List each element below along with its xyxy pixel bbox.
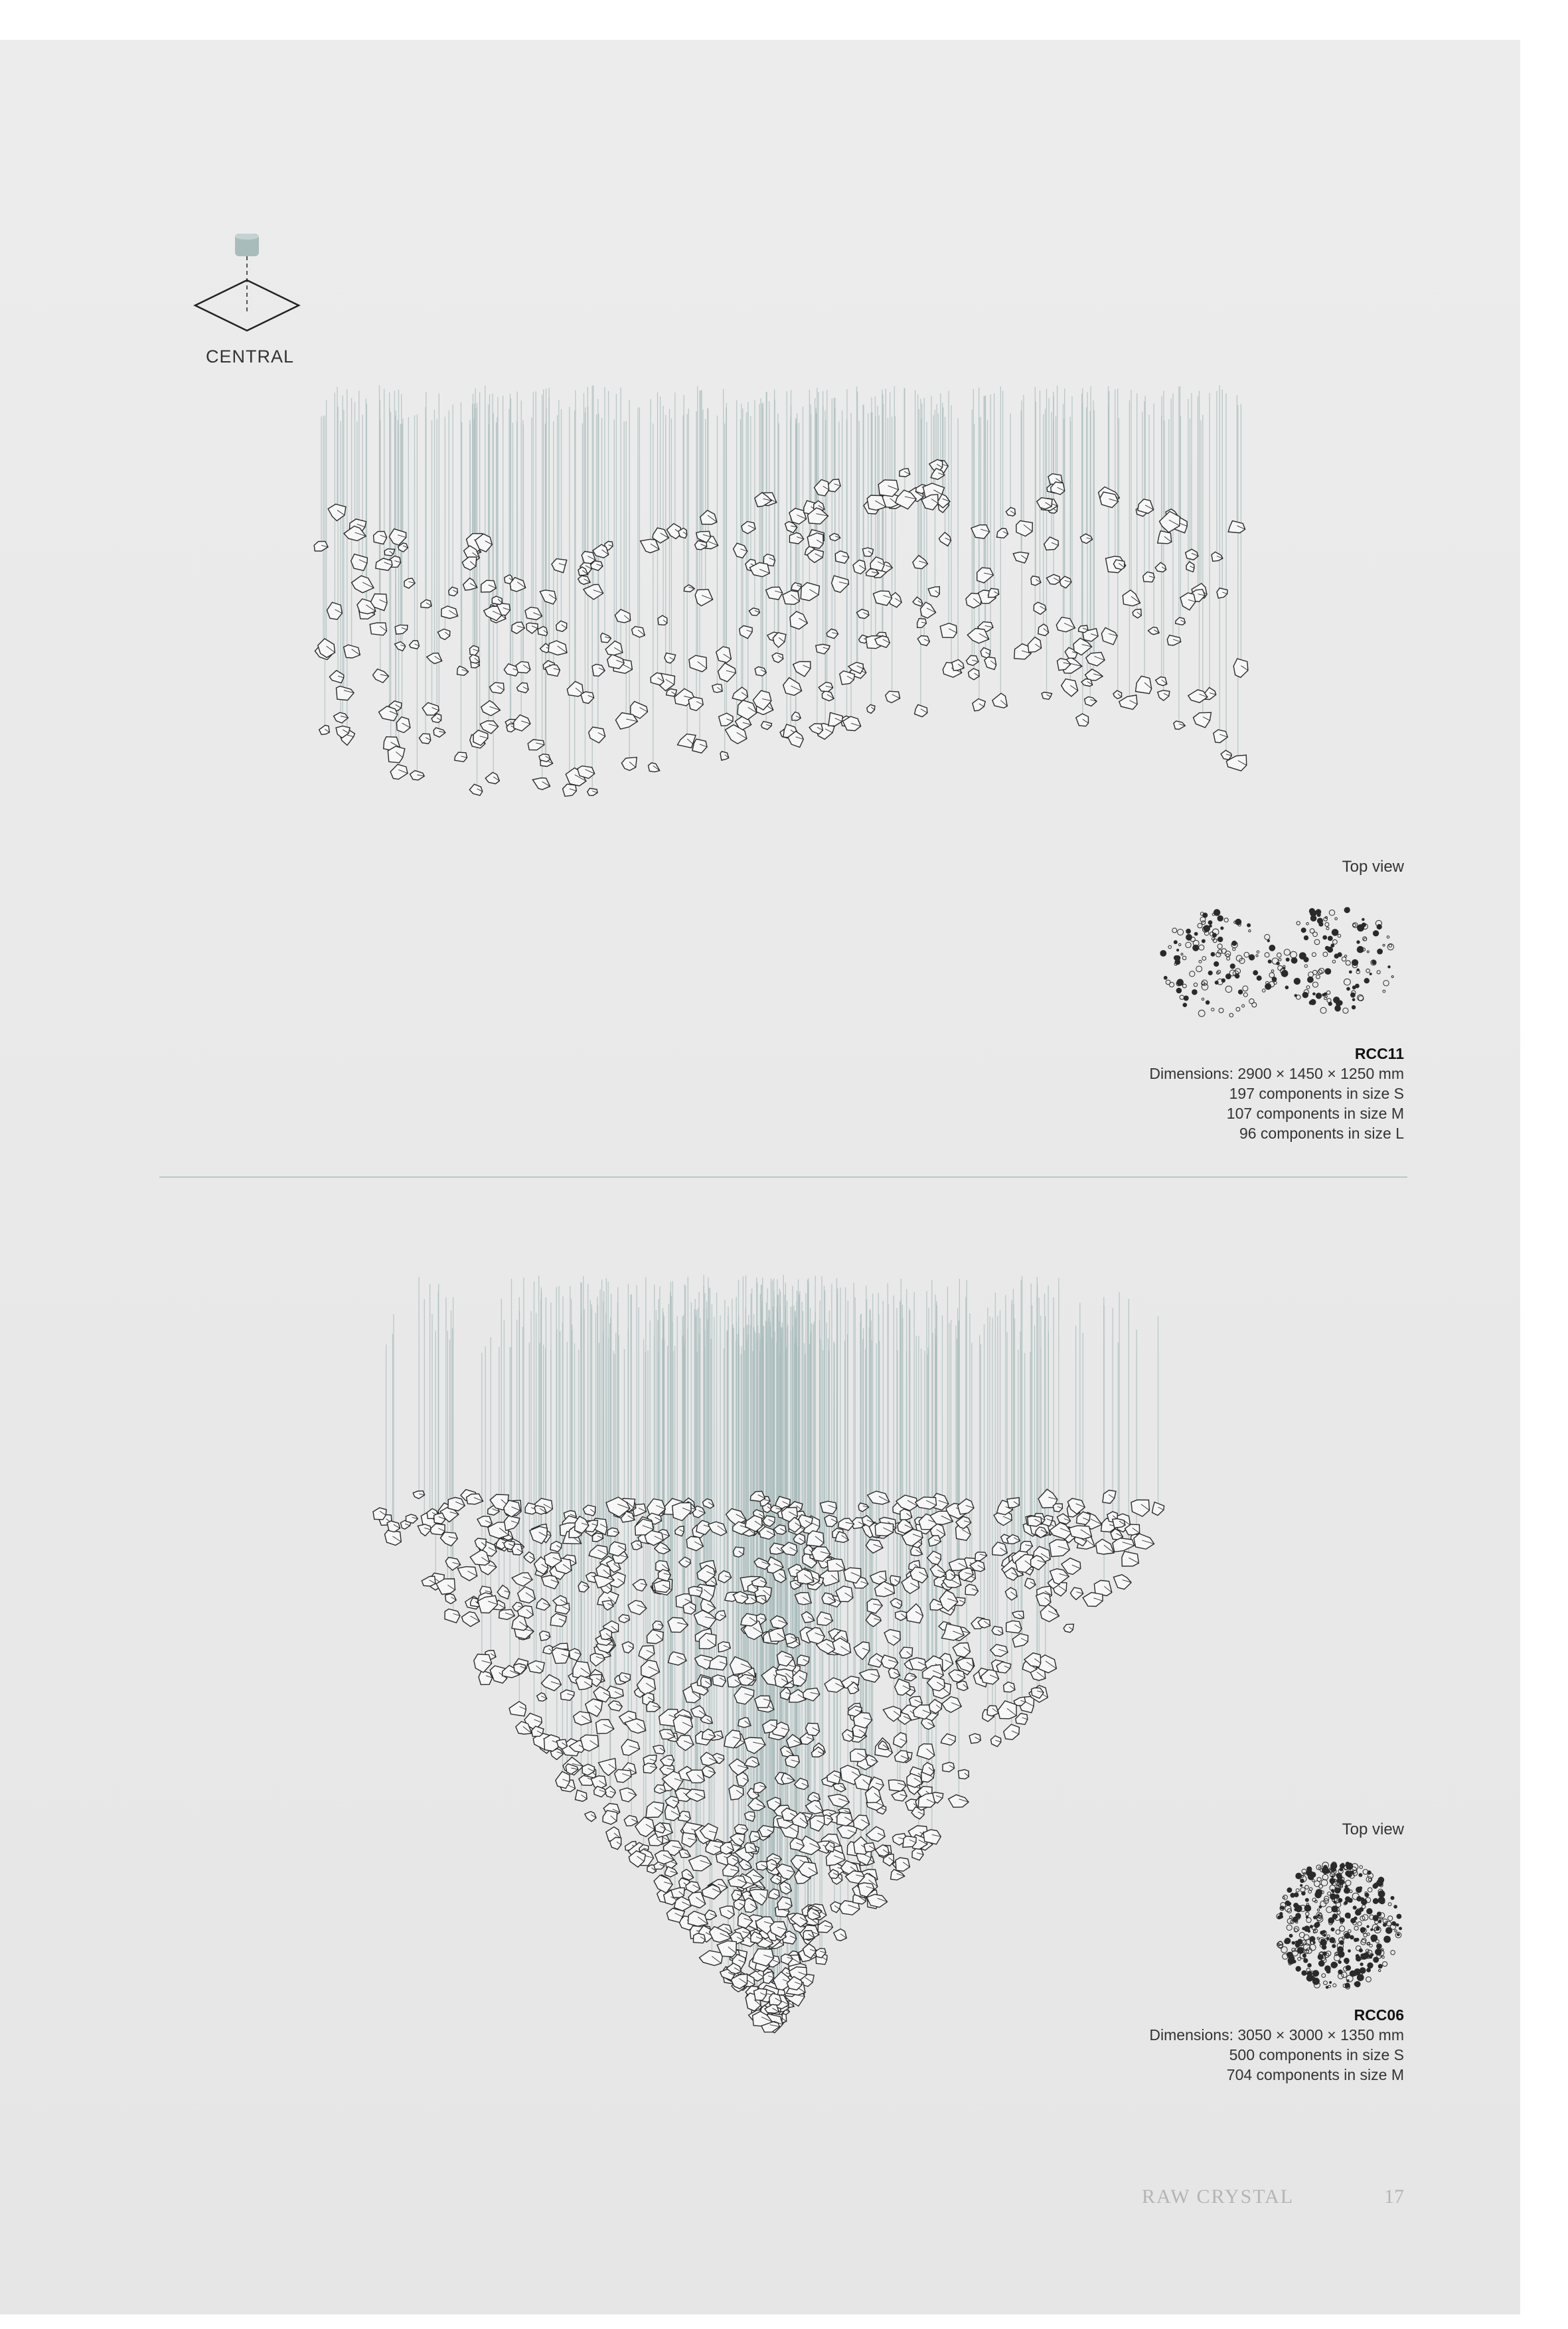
rcc06-top-view-drawing	[1271, 1859, 1404, 1992]
rcc06-dimensions: Dimensions: 3050 × 3000 × 1350 mm	[1149, 2026, 1404, 2044]
rcc06-components-m: 704 components in size M	[1226, 2066, 1404, 2083]
rcc06-code: RCC06	[1354, 2006, 1404, 2024]
section-divider	[159, 1176, 1407, 1178]
central-mount-icon	[187, 234, 307, 347]
rcc11-specs	[1149, 1044, 1404, 1143]
rcc11-top-view-label: Top view	[1342, 858, 1404, 876]
page-number: 17	[1384, 2186, 1404, 2208]
rcc06-components-s: 500 components in size S	[1229, 2046, 1404, 2063]
rcc06-specs	[1149, 2005, 1404, 2085]
rcc11-code: RCC11	[1354, 1045, 1404, 1062]
footer-brand: RAW CRYSTAL	[1142, 2186, 1294, 2208]
rcc11-components-s: 197 components in size S	[1229, 1085, 1404, 1102]
rcc11-top-view-drawing	[1155, 900, 1407, 1026]
rcc11-chandelier-drawing	[305, 385, 1261, 916]
rcc11-dimensions: Dimensions: 2900 × 1450 × 1250 mm	[1149, 1065, 1404, 1082]
rcc06-top-view-label: Top view	[1342, 1820, 1404, 1838]
rcc11-components-m: 107 components in size M	[1226, 1105, 1404, 1122]
rcc06-chandelier-drawing	[332, 1275, 1261, 2085]
rcc11-components-l: 96 components in size L	[1239, 1125, 1404, 1142]
mounting-label: CENTRAL	[206, 347, 295, 366]
